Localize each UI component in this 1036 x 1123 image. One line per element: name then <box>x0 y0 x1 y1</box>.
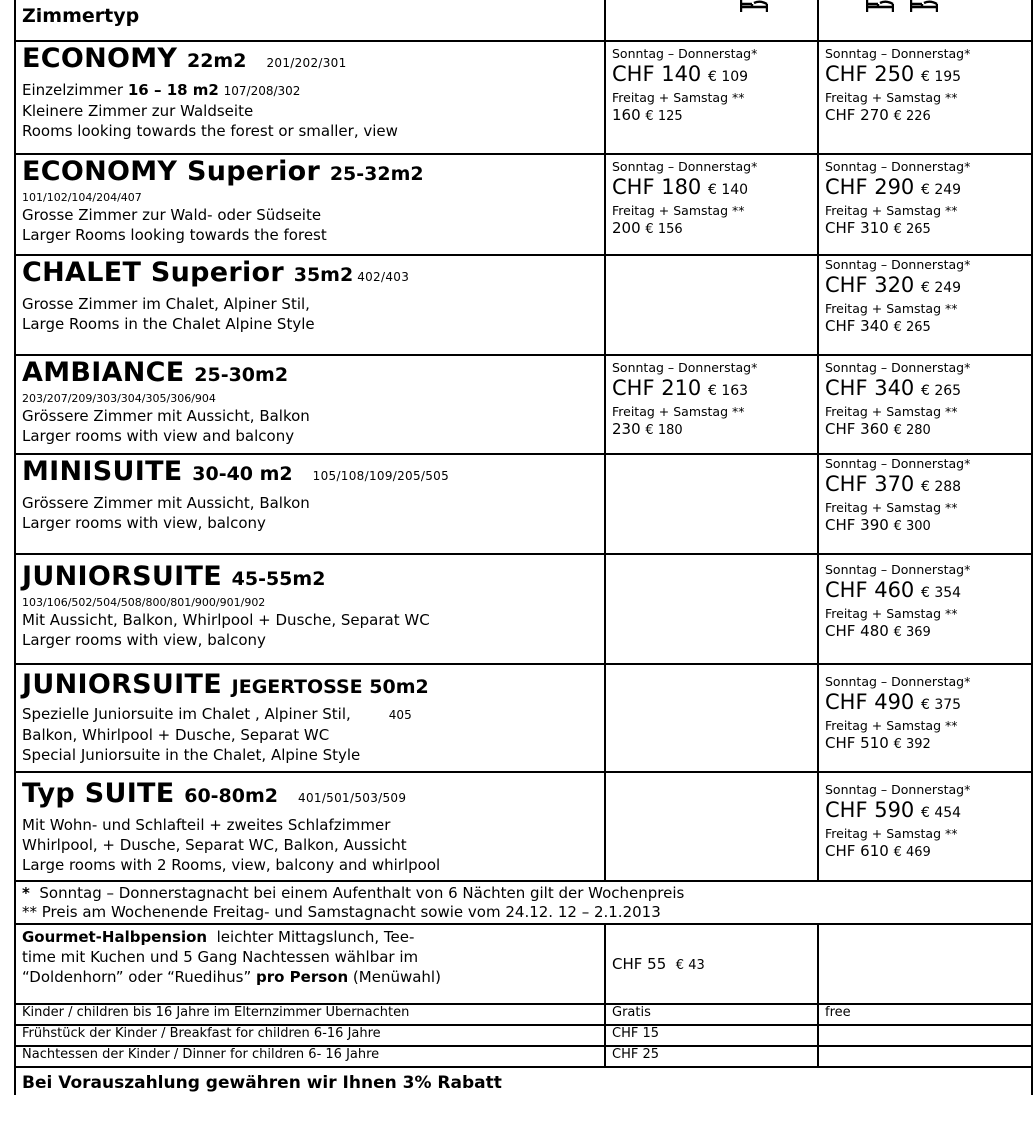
weekend-price: 200 € 156 <box>612 219 683 237</box>
weekday-label: Sonntag – Donnerstag* <box>825 159 971 174</box>
double-price-cell <box>818 255 1032 355</box>
column-header-room-type: Zimmertyp <box>15 0 605 41</box>
breakfast-single: CHF 15 <box>605 1025 818 1046</box>
weekday-label: Sonntag – Donnerstag* <box>825 782 971 797</box>
room-row-juniorsuite <box>15 554 1032 664</box>
single-price-cell-empty <box>605 664 818 772</box>
room-line-3: Larger rooms with view, balcony <box>22 514 266 532</box>
children-row <box>15 1004 1032 1025</box>
weekday-price: CHF 490 € 375 <box>825 690 962 714</box>
weekend-label: Freitag + Samstag ** <box>825 203 958 218</box>
column-header-single <box>605 0 818 41</box>
breakfast-label: Frühstück der Kinder / Breakfast for children 6-16 Jahre <box>15 1025 605 1046</box>
rate-sheet <box>14 0 1031 1095</box>
weekday-price: CHF 370 € 288 <box>825 472 962 496</box>
room-numbers: 203/207/209/303/304/305/306/904 <box>22 392 216 405</box>
room-description <box>15 355 605 454</box>
room-description <box>15 772 605 881</box>
room-line-3: Large Rooms in the Chalet Alpine Style <box>22 315 315 333</box>
single-price-cell <box>605 154 818 255</box>
single-bed-icon <box>740 0 768 11</box>
room-line-2: Grössere Zimmer mit Aussicht, Balkon <box>22 407 310 425</box>
weekday-price: CHF 340 € 265 <box>825 376 962 400</box>
room-description <box>15 454 605 554</box>
dinner-double <box>818 1046 1032 1067</box>
weekend-label: Freitag + Samstag ** <box>825 606 958 621</box>
notes-row <box>15 881 1032 924</box>
weekday-price: CHF 140 € 109 <box>612 62 749 86</box>
room-row-economy-superior <box>15 154 1032 255</box>
weekday-label: Sonntag – Donnerstag* <box>825 674 971 689</box>
weekend-price: CHF 610 € 469 <box>825 842 931 860</box>
room-description <box>15 154 605 255</box>
gourmet-price: CHF 55 <box>612 955 667 973</box>
room-row-economy <box>15 41 1032 154</box>
weekday-label: Sonntag – Donnerstag* <box>825 562 971 577</box>
room-line-2: Balkon, Whirlpool + Dusche, Separat WC <box>22 726 330 744</box>
gourmet-row <box>15 924 1032 1004</box>
discount-banner: Bei Vorauszahlung gewähren wir Ihnen 3% Rabatt <box>15 1067 1032 1095</box>
room-row-juniorsuite-jegertosse <box>15 664 1032 772</box>
weekday-label: Sonntag – Donnerstag* <box>612 360 758 375</box>
weekday-price: CHF 250 € 195 <box>825 62 962 86</box>
weekend-label: Freitag + Samstag ** <box>825 718 958 733</box>
weekday-label: Sonntag – Donnerstag* <box>825 456 971 471</box>
gourmet-price-cell <box>605 924 818 1004</box>
room-row-ambiance <box>15 355 1032 454</box>
room-numbers: 101/102/104/204/407 <box>22 191 142 204</box>
room-line-2: Grosse Zimmer im Chalet, Alpiner Stil, <box>22 295 310 313</box>
room-line-1: Einzelzimmer 16 – 18 m2 107/208/302 <box>22 81 301 99</box>
weekend-label: Freitag + Samstag ** <box>825 301 958 316</box>
weekday-label: Sonntag – Donnerstag* <box>825 360 971 375</box>
weekend-label: Freitag + Samstag ** <box>612 404 745 419</box>
weekend-price: CHF 310 € 265 <box>825 219 931 237</box>
double-price-cell <box>818 664 1032 772</box>
weekend-price: CHF 390 € 300 <box>825 516 931 534</box>
room-name: ECONOMY 22m2 201/202/301 <box>22 43 347 74</box>
room-name: AMBIANCE 25-30m2 <box>22 357 289 388</box>
room-name: ECONOMY Superior 25-32m2 <box>22 156 424 187</box>
room-name: CHALET Superior 35m2 402/403 <box>22 257 410 288</box>
single-price-cell <box>605 41 818 154</box>
weekday-label: Sonntag – Donnerstag* <box>825 257 971 272</box>
weekend-label: Freitag + Samstag ** <box>825 90 958 105</box>
weekend-label: Freitag + Samstag ** <box>612 90 745 105</box>
room-name: JUNIORSUITE JEGERTOSSE 50m2 <box>22 669 429 700</box>
weekend-label: Freitag + Samstag ** <box>825 404 958 419</box>
weekend-label: Freitag + Samstag ** <box>825 500 958 515</box>
room-name: Typ SUITE 60-80m2 401/501/503/509 <box>22 778 407 809</box>
note-weekend: ** Preis am Wochenende Freitag- und Samstagnacht sowie vom 24.12. 12 – 2.1.2013 <box>22 903 661 921</box>
breakfast-row <box>15 1025 1032 1046</box>
room-description <box>15 554 605 664</box>
double-price-cell <box>818 355 1032 454</box>
weekend-price: CHF 270 € 226 <box>825 106 931 124</box>
children-label: Kinder / children bis 16 Jahre im Elternzimmer Übernachten <box>15 1004 605 1025</box>
room-line-3: Special Juniorsuite in the Chalet, Alpine Style <box>22 746 361 764</box>
notes-cell <box>15 881 1032 924</box>
double-price-cell <box>818 772 1032 881</box>
room-description <box>15 664 605 772</box>
weekend-price: CHF 340 € 265 <box>825 317 931 335</box>
room-line-2: Mit Aussicht, Balkon, Whirlpool + Dusche, Separat WC <box>22 611 430 629</box>
double-price-cell <box>818 454 1032 554</box>
room-row-minisuite <box>15 454 1032 554</box>
single-price-cell-empty <box>605 255 818 355</box>
weekday-price: CHF 590 € 454 <box>825 798 962 822</box>
room-name: MINISUITE 30-40 m2 105/108/109/205/505 <box>22 456 450 487</box>
double-price-cell <box>818 554 1032 664</box>
weekday-label: Sonntag – Donnerstag* <box>612 46 758 61</box>
double-bed-icon-1 <box>866 0 894 11</box>
room-line-3: Rooms looking towards the forest or smaller, view <box>22 122 398 140</box>
room-description <box>15 255 605 355</box>
double-price-cell <box>818 41 1032 154</box>
weekday-label: Sonntag – Donnerstag* <box>612 159 758 174</box>
note-weekday: * Sonntag – Donnerstagnacht bei einem Aufenthalt von 6 Nächten gilt der Wochenpreis <box>22 884 685 902</box>
children-single: Gratis <box>605 1004 818 1025</box>
weekday-price: CHF 210 € 163 <box>612 376 749 400</box>
weekday-price: CHF 290 € 249 <box>825 175 962 199</box>
gourmet-eur: € 43 <box>675 958 705 973</box>
weekend-label: Freitag + Samstag ** <box>612 203 745 218</box>
single-price-cell-empty <box>605 772 818 881</box>
double-price-cell <box>818 154 1032 255</box>
weekday-price: CHF 180 € 140 <box>612 175 749 199</box>
room-numbers: 103/106/502/504/508/800/801/900/901/902 <box>22 596 266 609</box>
room-line-2: Whirlpool, + Dusche, Separat WC, Balkon, Aussicht <box>22 836 407 854</box>
gourmet-line-2: time mit Kuchen und 5 Gang Nachtessen wählbar im <box>22 948 419 966</box>
weekday-label: Sonntag – Donnerstag* <box>825 46 971 61</box>
weekday-price: CHF 320 € 249 <box>825 273 962 297</box>
single-price-cell <box>605 355 818 454</box>
header-row <box>15 0 1032 41</box>
double-bed-icon-2 <box>910 0 938 11</box>
weekday-price: CHF 460 € 354 <box>825 578 962 602</box>
room-line-3: Larger rooms with view, balcony <box>22 631 266 649</box>
dinner-row <box>15 1046 1032 1067</box>
room-line-3: Larger rooms with view and balcony <box>22 427 295 445</box>
gourmet-description <box>15 924 605 1004</box>
room-line-1: Spezielle Juniorsuite im Chalet , Alpiner Stil, 405 <box>22 705 412 723</box>
room-description <box>15 41 605 154</box>
single-price-cell-empty <box>605 554 818 664</box>
breakfast-double <box>818 1025 1032 1046</box>
weekend-price: 230 € 180 <box>612 420 683 438</box>
room-line-3: Larger Rooms looking towards the forest <box>22 226 327 244</box>
room-line-3: Large rooms with 2 Rooms, view, balcony and whirlpool <box>22 856 441 874</box>
dinner-single: CHF 25 <box>605 1046 818 1067</box>
weekend-price: CHF 480 € 369 <box>825 622 931 640</box>
weekend-price: CHF 510 € 392 <box>825 734 931 752</box>
room-line-2: Grössere Zimmer mit Aussicht, Balkon <box>22 494 310 512</box>
room-name: JUNIORSUITE 45-55m2 <box>22 561 326 592</box>
room-row-chalet-superior <box>15 255 1032 355</box>
dinner-label: Nachtessen der Kinder / Dinner for children 6- 16 Jahre <box>15 1046 605 1067</box>
room-line-2: Grosse Zimmer zur Wald- oder Südseite <box>22 206 322 224</box>
weekend-label: Freitag + Samstag ** <box>825 826 958 841</box>
column-header-double <box>818 0 1032 41</box>
weekend-price: CHF 360 € 280 <box>825 420 931 438</box>
discount-row <box>15 1067 1032 1095</box>
room-rates-table <box>14 0 1033 1095</box>
gourmet-line-3: “Doldenhorn” oder “Ruedihus” pro Person (Menüwahl) <box>22 968 441 986</box>
room-row-suite <box>15 772 1032 881</box>
room-line-1: Mit Wohn- und Schlafteil + zweites Schlafzimmer <box>22 816 391 834</box>
gourmet-double-empty <box>818 924 1032 1004</box>
room-line-2: Kleinere Zimmer zur Waldseite <box>22 102 254 120</box>
children-double: free <box>818 1004 1032 1025</box>
gourmet-line-1: Gourmet-Halbpension leichter Mittagslunch, Tee- <box>22 928 415 946</box>
single-price-cell-empty <box>605 454 818 554</box>
weekend-price: 160 € 125 <box>612 106 683 124</box>
